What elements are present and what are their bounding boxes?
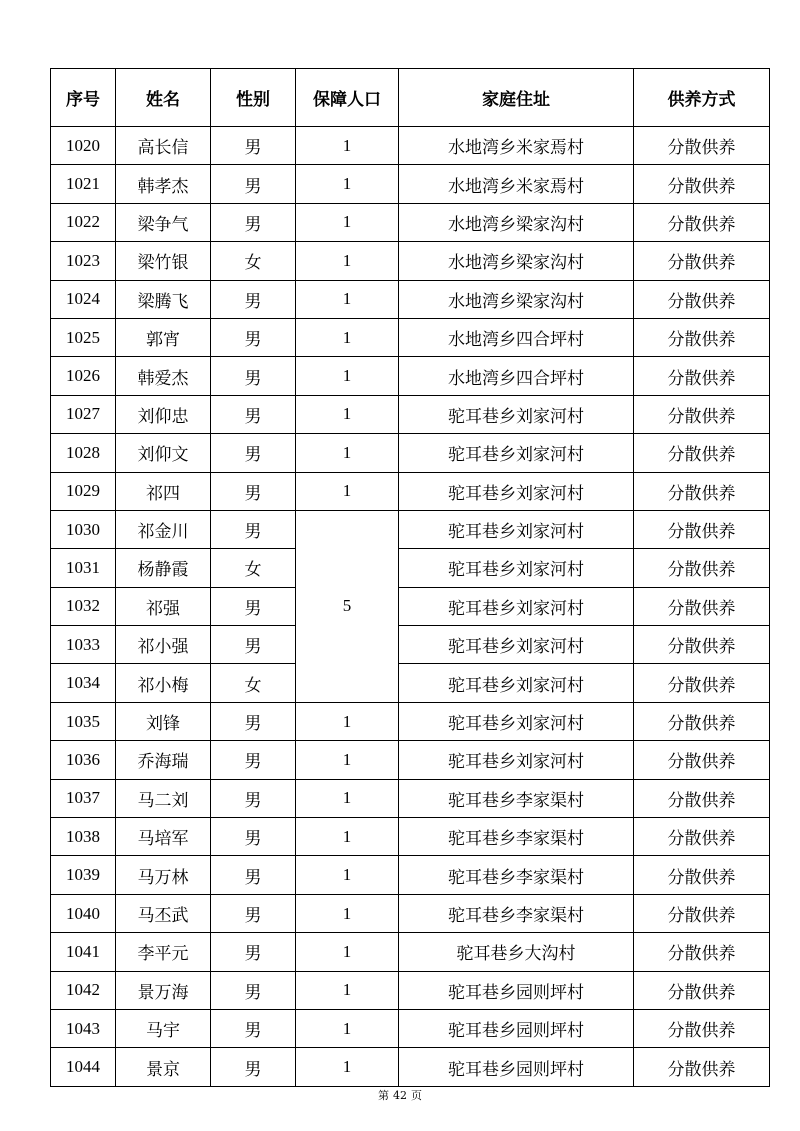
cell-supported-population: 1: [296, 702, 399, 740]
cell-name: 祁小强: [116, 626, 211, 664]
cell-name: 祁金川: [116, 510, 211, 548]
cell-support-method: 分散供养: [634, 702, 770, 740]
cell-gender: 男: [211, 741, 296, 779]
cell-home-address: 驼耳巷乡李家渠村: [399, 856, 634, 894]
cell-support-method: 分散供养: [634, 587, 770, 625]
cell-support-method: 分散供养: [634, 318, 770, 356]
cell-gender: 男: [211, 395, 296, 433]
cell-home-address: 驼耳巷乡大沟村: [399, 933, 634, 971]
cell-support-method: 分散供养: [634, 434, 770, 472]
cell-support-method: 分散供养: [634, 203, 770, 241]
cell-home-address: 水地湾乡米家焉村: [399, 127, 634, 165]
table-row: [51, 280, 770, 318]
cell-home-address: 驼耳巷乡刘家河村: [399, 664, 634, 702]
table-row: [51, 165, 770, 203]
table-row: [51, 1048, 770, 1086]
table-row: [51, 894, 770, 932]
table-row: [51, 127, 770, 165]
cell-serial-number: 1023: [51, 242, 116, 280]
cell-serial-number: 1042: [51, 971, 116, 1009]
cell-supported-population: 1: [296, 1048, 399, 1086]
cell-support-method: 分散供养: [634, 357, 770, 395]
page-suffix: 页: [411, 1089, 422, 1102]
cell-supported-population: 1: [296, 434, 399, 472]
table-row: [51, 971, 770, 1009]
cell-home-address: 驼耳巷乡园则坪村: [399, 1009, 634, 1047]
cell-gender: 男: [211, 510, 296, 548]
cell-gender: 男: [211, 357, 296, 395]
cell-support-method: 分散供养: [634, 165, 770, 203]
cell-support-method: 分散供养: [634, 779, 770, 817]
cell-support-method: 分散供养: [634, 472, 770, 510]
cell-name: 刘仰文: [116, 434, 211, 472]
cell-supported-population: 1: [296, 318, 399, 356]
cell-name: 祁小梅: [116, 664, 211, 702]
cell-support-method: 分散供养: [634, 242, 770, 280]
cell-gender: 男: [211, 587, 296, 625]
cell-supported-population: 1: [296, 779, 399, 817]
cell-support-method: 分散供养: [634, 127, 770, 165]
cell-gender: 男: [211, 472, 296, 510]
cell-home-address: 驼耳巷乡园则坪村: [399, 971, 634, 1009]
table-row: [51, 702, 770, 740]
cell-supported-population: 1: [296, 971, 399, 1009]
cell-supported-population: 1: [296, 894, 399, 932]
cell-name: 李平元: [116, 933, 211, 971]
cell-name: 刘仰忠: [116, 395, 211, 433]
cell-gender: 女: [211, 549, 296, 587]
cell-home-address: 水地湾乡米家焉村: [399, 165, 634, 203]
cell-supported-population: 1: [296, 1009, 399, 1047]
cell-gender: 男: [211, 779, 296, 817]
cell-support-method: 分散供养: [634, 395, 770, 433]
page-prefix: 第: [378, 1089, 389, 1102]
cell-support-method: 分散供养: [634, 626, 770, 664]
cell-support-method: 分散供养: [634, 933, 770, 971]
cell-supported-population: 1: [296, 395, 399, 433]
cell-serial-number: 1033: [51, 626, 116, 664]
cell-gender: 男: [211, 1009, 296, 1047]
cell-gender: 男: [211, 165, 296, 203]
table-row: [51, 318, 770, 356]
cell-gender: 男: [211, 318, 296, 356]
cell-serial-number: 1025: [51, 318, 116, 356]
cell-name: 刘锋: [116, 702, 211, 740]
header-gender: 性别: [211, 69, 296, 127]
page-footer: [0, 1087, 800, 1103]
cell-name: 景京: [116, 1048, 211, 1086]
cell-support-method: 分散供养: [634, 818, 770, 856]
cell-support-method: 分散供养: [634, 280, 770, 318]
cell-home-address: 驼耳巷乡刘家河村: [399, 626, 634, 664]
cell-name: 韩孝杰: [116, 165, 211, 203]
cell-home-address: 水地湾乡四合坪村: [399, 318, 634, 356]
cell-serial-number: 1031: [51, 549, 116, 587]
cell-supported-population: 1: [296, 472, 399, 510]
table-body: [51, 127, 770, 1087]
cell-supported-population: 1: [296, 357, 399, 395]
cell-serial-number: 1021: [51, 165, 116, 203]
cell-name: 马宇: [116, 1009, 211, 1047]
cell-home-address: 水地湾乡梁家沟村: [399, 203, 634, 241]
cell-supported-population: 1: [296, 856, 399, 894]
cell-supported-population: 1: [296, 741, 399, 779]
cell-home-address: 驼耳巷乡刘家河村: [399, 702, 634, 740]
cell-home-address: 驼耳巷乡刘家河村: [399, 434, 634, 472]
cell-serial-number: 1032: [51, 587, 116, 625]
table-row: [51, 1009, 770, 1047]
cell-home-address: 水地湾乡四合坪村: [399, 357, 634, 395]
cell-name: 祁强: [116, 587, 211, 625]
cell-gender: 男: [211, 1048, 296, 1086]
cell-support-method: 分散供养: [634, 664, 770, 702]
table-row: [51, 856, 770, 894]
cell-home-address: 驼耳巷乡李家渠村: [399, 818, 634, 856]
table-row: [51, 510, 770, 548]
header-supported-population: 保障人口: [296, 69, 399, 127]
cell-name: 梁争气: [116, 203, 211, 241]
cell-serial-number: 1029: [51, 472, 116, 510]
cell-serial-number: 1036: [51, 741, 116, 779]
cell-gender: 女: [211, 664, 296, 702]
cell-name: 高长信: [116, 127, 211, 165]
table-row: [51, 203, 770, 241]
cell-name: 马二刘: [116, 779, 211, 817]
cell-name: 乔海瑞: [116, 741, 211, 779]
header-name: 姓名: [116, 69, 211, 127]
cell-home-address: 水地湾乡梁家沟村: [399, 242, 634, 280]
cell-serial-number: 1044: [51, 1048, 116, 1086]
cell-serial-number: 1034: [51, 664, 116, 702]
cell-name: 梁腾飞: [116, 280, 211, 318]
cell-gender: 男: [211, 702, 296, 740]
cell-home-address: 驼耳巷乡园则坪村: [399, 1048, 634, 1086]
cell-gender: 男: [211, 856, 296, 894]
cell-supported-population: 1: [296, 127, 399, 165]
cell-gender: 男: [211, 280, 296, 318]
cell-home-address: 驼耳巷乡刘家河村: [399, 510, 634, 548]
cell-gender: 男: [211, 626, 296, 664]
cell-gender: 男: [211, 933, 296, 971]
table-row: [51, 357, 770, 395]
cell-support-method: 分散供养: [634, 971, 770, 1009]
table-row: [51, 242, 770, 280]
cell-home-address: 驼耳巷乡李家渠村: [399, 779, 634, 817]
cell-gender: 男: [211, 818, 296, 856]
cell-supported-population: 1: [296, 818, 399, 856]
table-row: [51, 664, 770, 702]
cell-serial-number: 1028: [51, 434, 116, 472]
cell-serial-number: 1022: [51, 203, 116, 241]
cell-name: 景万海: [116, 971, 211, 1009]
cell-name: 梁竹银: [116, 242, 211, 280]
cell-support-method: 分散供养: [634, 894, 770, 932]
cell-home-address: 驼耳巷乡刘家河村: [399, 472, 634, 510]
cell-serial-number: 1039: [51, 856, 116, 894]
table-row: [51, 434, 770, 472]
cell-name: 郭宵: [116, 318, 211, 356]
table-row: [51, 818, 770, 856]
cell-serial-number: 1037: [51, 779, 116, 817]
cell-home-address: 驼耳巷乡刘家河村: [399, 395, 634, 433]
cell-supported-population: 5: [296, 510, 399, 702]
cell-support-method: 分散供养: [634, 1048, 770, 1086]
cell-serial-number: 1030: [51, 510, 116, 548]
table-row: [51, 741, 770, 779]
cell-serial-number: 1038: [51, 818, 116, 856]
table-row: [51, 549, 770, 587]
cell-supported-population: 1: [296, 280, 399, 318]
cell-home-address: 驼耳巷乡李家渠村: [399, 894, 634, 932]
welfare-roster-table: [50, 68, 770, 1087]
cell-serial-number: 1043: [51, 1009, 116, 1047]
cell-name: 杨静霞: [116, 549, 211, 587]
cell-serial-number: 1027: [51, 395, 116, 433]
cell-support-method: 分散供养: [634, 549, 770, 587]
cell-gender: 男: [211, 971, 296, 1009]
cell-supported-population: 1: [296, 203, 399, 241]
cell-serial-number: 1035: [51, 702, 116, 740]
table-row: [51, 472, 770, 510]
table-row: [51, 587, 770, 625]
header-serial-number: 序号: [51, 69, 116, 127]
cell-gender: 女: [211, 242, 296, 280]
cell-supported-population: 1: [296, 242, 399, 280]
table-row: [51, 933, 770, 971]
cell-gender: 男: [211, 894, 296, 932]
cell-name: 马培军: [116, 818, 211, 856]
cell-name: 马万林: [116, 856, 211, 894]
cell-gender: 男: [211, 127, 296, 165]
cell-home-address: 驼耳巷乡刘家河村: [399, 549, 634, 587]
cell-serial-number: 1040: [51, 894, 116, 932]
cell-support-method: 分散供养: [634, 510, 770, 548]
cell-name: 韩爱杰: [116, 357, 211, 395]
cell-support-method: 分散供养: [634, 856, 770, 894]
table-row: [51, 779, 770, 817]
cell-home-address: 水地湾乡梁家沟村: [399, 280, 634, 318]
table-row: [51, 395, 770, 433]
table-row: [51, 626, 770, 664]
cell-serial-number: 1041: [51, 933, 116, 971]
cell-name: 马丕武: [116, 894, 211, 932]
page-number: 42: [393, 1089, 407, 1102]
cell-serial-number: 1020: [51, 127, 116, 165]
cell-support-method: 分散供养: [634, 1009, 770, 1047]
cell-name: 祁四: [116, 472, 211, 510]
header-support-method: 供养方式: [634, 69, 770, 127]
cell-supported-population: 1: [296, 933, 399, 971]
cell-home-address: 驼耳巷乡刘家河村: [399, 587, 634, 625]
cell-support-method: 分散供养: [634, 741, 770, 779]
header-home-address: 家庭住址: [399, 69, 634, 127]
cell-gender: 男: [211, 203, 296, 241]
table-header-row: [51, 69, 770, 127]
cell-supported-population: 1: [296, 165, 399, 203]
cell-gender: 男: [211, 434, 296, 472]
cell-serial-number: 1026: [51, 357, 116, 395]
cell-serial-number: 1024: [51, 280, 116, 318]
cell-home-address: 驼耳巷乡刘家河村: [399, 741, 634, 779]
